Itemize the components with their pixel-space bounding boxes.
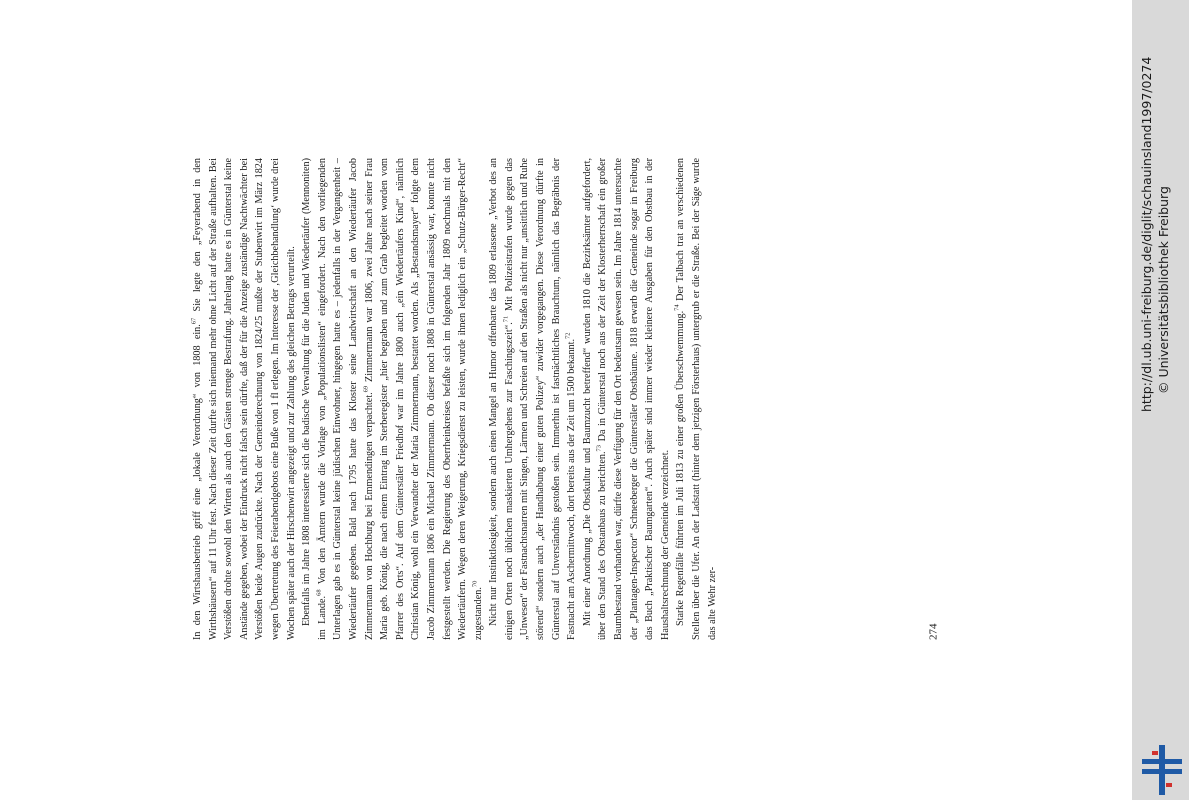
page-number: 274	[927, 623, 940, 640]
paragraph	[190, 158, 299, 640]
ub-freiburg-logo-icon	[1142, 745, 1182, 795]
footnote-marker: 68	[315, 589, 323, 596]
paragraph	[299, 158, 486, 640]
paragraph-text: Mit Polizeistrafen wurde gegen das „Unwesen“ der Fastnachtsnarren mit Singen, Lärmen und Schreien auf den Straßen als nicht nur „unsittlich und Ruhe störend“ sondern auch „der Handhabung einer guten Polizey“ zuwider vorgegangen. Diese Verordnung dürfte in Günterstal auf Unverständnis gestoßen sein. Immerhin ist fastnächtliches Brauchtum, nämlich das Begräbnis der Fastnacht am Aschermittwoch, dort bereits aus der Zeit um 1500 bekannt.	[503, 158, 578, 640]
paragraph-text: Zimmermann war 1806, zwei Jahre nach seiner Frau Maria geb. König, die nach einem Eintrag im Sterberegister „hier begraben und zum Grab begleitet worden vom Pfarrer des Orts“. Auf dem Günterstäler Friedhof war im Jahre 1800 auch „ein Wiedertäufers Kind“, nämlich Christian König, wohl ein Verwandter der Maria Zimmermann, bestattet worden. Als „Bestandsmayer“ folgte dem Jacob Zimmermann 1806 ein Michael Zimmermann. Ob dieser noch 1808 in Günterstal ansässig war, konnte nicht festgestellt werden. Die Regierung des Oberrheinkreises befaßte sich im folgenden Jahr 1809 nochmals mit den Wiedertäufern. Wegen deren Weigerung, Kriegsdienst zu leisten, wurde ihnen lediglich ein „Schutz-Bürger-Recht“ zugestanden.	[363, 158, 484, 640]
footnote-marker: 74	[674, 304, 682, 311]
paragraph-text: Mit einer Anordnung „Die Obstkultur und Baumzucht betreffend“ wurden 1810 die Bezirksämter aufgefordert, über den Stand des Obstanbaus zu berichten.	[581, 158, 609, 640]
paragraph	[673, 158, 720, 640]
paragraph-text: Nicht nur Instinktlosigkeit, sondern auch einen Mangel an Humor offenbarte das 1809 erlassene „Verbot des an einigen Orten noch üblichen maskierten Umhergehens zur Faschingszeit“.	[488, 158, 515, 640]
paragraph-text: Sie legte den „Feyerabend in den Wirthshäusern“ auf 11 Uhr fest. Nach dieser Zeit durfte sich niemand mehr ohne Licht auf der Straße aufhalten. Bei Verstößen drohte sowohl den Wirten als auch den Gästen strenge Bestrafung. Jahrelang hatte es in Günterstal keine Anstände gegeben, wobei der Eindruck nicht falsch sein dürfte, daß der für die Anzeige zuständige Nachtwächter bei Verstößen beide Augen zudrückte. Nach der Gemeinderechnung von 1824/25 mußte der Stubenwirt im März 1824 wegen Übertretung des Feierabendgebots eine Buße von 1 fl erlegen. Im Interesse der ‚Gleichbehandlung‘ wurde drei Wochen später auch der Hirschenwirt angezeigt und zur Zahlung des gleichen Betrags verurteilt.	[192, 157, 297, 640]
sidebar-text	[1138, 0, 1189, 420]
rotated-page-content	[190, 157, 940, 640]
paragraph	[580, 158, 674, 640]
footnote-marker: 70	[471, 580, 479, 588]
paragraph-text: In den Wirtshausbetrieb griff eine „lokale Verordnung“ von 1808 ein.	[192, 324, 203, 640]
paragraph-text: Der Talbach trat an verschiedenen Stellen über die Ufer. An der Ladstatt (hinter dem jetzigen Försterhaus) untergrub er die Straße. Bei der Säge wurde das alte Wehr zer-	[675, 157, 718, 640]
paragraph-text: Von den Ämtern wurde die Vorlage von „Populationslisten“ eingefordert. Nach den vorliegenden Unterlagen gab es in Günterstal keine jüdischen Einwohner, hingegen hatte es – jedenfalls in der Vergangenheit – Wiedertäufer gegeben. Bald nach 1795 hatte das Kloster seine Landwirtschaft an den Wiedertäufer Jacob Zimmermann von Hochburg bei Emmendingen verpachtet.	[316, 158, 375, 640]
body-text	[190, 158, 720, 640]
copyright-notice: © Universitätsbibliothek Freiburg	[1156, 186, 1171, 394]
footnote-marker: 72	[564, 332, 572, 339]
library-sidebar	[1132, 0, 1189, 800]
permalink-url[interactable]: http://dl.ub.uni-freiburg.de/diglit/schauinsland1997/0274	[1139, 56, 1154, 412]
footnote-marker: 69	[362, 385, 370, 393]
footnote-marker: 73	[596, 444, 604, 452]
paragraph-text: Da in Günterstal noch aus der Zeit der Klosterherrschaft ein großer Baumbestand vorhanden war, dürfte diese Verfügung für den Ort bedeutsam gewesen sein. Im Jahre 1814 untersuchte der „Plantagen-Inspector“ Schneeberger die Günterstäler Obstbäume. 1818 erwarb die Gemeinde sogar in Freiburg das Buch „Praktischer Baumgarten“. Auch später sind immer wieder kleinere Ausgaben für den Obstbau in der Haushaltsrechnung der Gemeinde verzeichnet.	[597, 158, 671, 640]
paragraph-text: Ebenfalls im Jahre 1808 interessierte sich die badische Verwaltung für die Juden und Wiedertäufer (Mennoniten) im Lande.	[301, 158, 328, 640]
footnote-marker: 67	[190, 317, 198, 325]
paragraph-text: Starke Regenfälle führten im Juli 1813 zu einer großen Überschwemmung.	[675, 310, 687, 626]
paragraph	[486, 158, 580, 640]
footnote-marker: 71	[502, 315, 510, 323]
